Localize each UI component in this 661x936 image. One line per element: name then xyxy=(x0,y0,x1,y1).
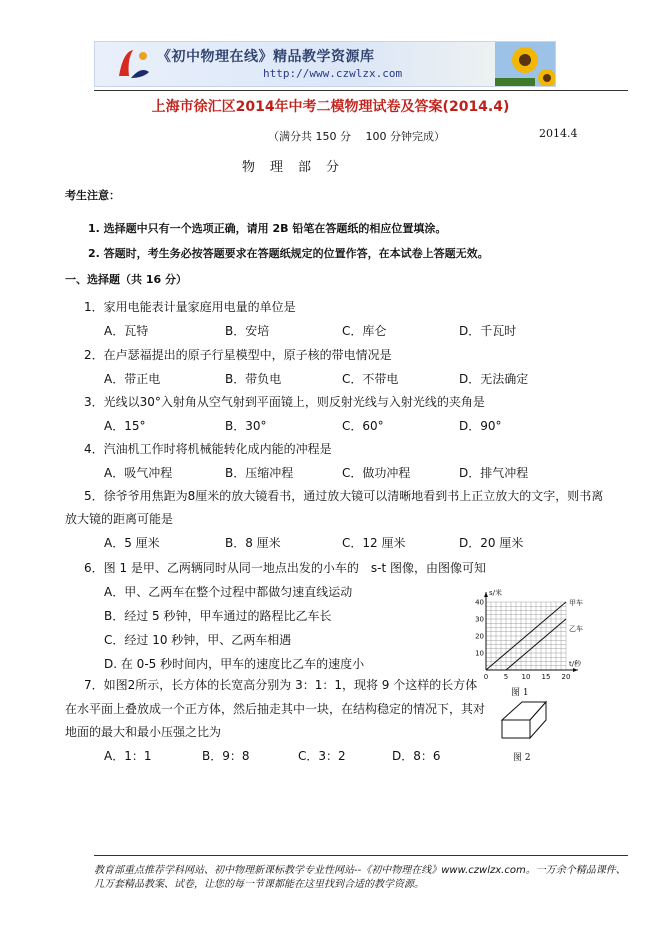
notice-heading: 考生注意： xyxy=(65,189,120,202)
banner-title: 《初中物理在线》精品教学资源库 xyxy=(157,49,375,65)
header-rule xyxy=(94,90,628,91)
x-tick-label: 20 xyxy=(561,673,571,681)
question-6-option-c: C．经过 10 秒钟，甲、乙两车相遇 xyxy=(104,633,292,647)
question-7-line3: 地面的最大和最小压强之比为 xyxy=(65,725,222,739)
question-4-option-d: D．排气冲程 xyxy=(459,466,529,480)
question-5-option-b: B．8 厘米 xyxy=(225,536,281,550)
figure-1-caption: 图 1 xyxy=(511,688,529,698)
question-3-option-a: A．15° xyxy=(104,419,146,433)
footer-text xyxy=(94,864,634,892)
question-3-stem: 3．光线以30°入射角从空气射到平面镜上，则反射光线与入射光线的夹角是 xyxy=(84,395,485,409)
series-label-2: 乙车 xyxy=(569,625,583,633)
question-6-option-a: A．甲、乙两车在整个过程中都做匀速直线运动 xyxy=(104,585,353,599)
x-tick-label: 5 xyxy=(503,673,509,681)
question-2-option-b: B．带负电 xyxy=(225,372,282,386)
part1-heading: 一、选择题（共 16 分） xyxy=(65,273,187,286)
x-tick-label: 0 xyxy=(483,673,489,681)
y-tick-label: 20 xyxy=(475,632,484,641)
question-5-stem: 5．徐爷爷用焦距为8厘米的放大镜看书，通过放大镜可以清晰地看到书上正立放大的文字，则书离 xyxy=(84,489,604,503)
question-7-option-a: A．1：1 xyxy=(104,749,152,763)
question-3-option-d: D．90° xyxy=(459,419,502,433)
question-4-option-a: A．吸气冲程 xyxy=(104,466,173,480)
y-axis-arrow xyxy=(484,592,488,597)
question-4-stem: 4．汽油机工作时将机械能转化成内能的冲程是 xyxy=(84,442,332,456)
question-5-option-c: C．12 厘米 xyxy=(342,536,406,550)
question-3-option-b: B．30° xyxy=(225,419,267,433)
question-3-option-c: C．60° xyxy=(342,419,384,433)
question-2-option-d: D．无法确定 xyxy=(459,372,529,386)
question-1-option-c: C．库仑 xyxy=(342,324,387,338)
footer-rule xyxy=(94,855,628,856)
figure-2-cuboid xyxy=(496,696,552,744)
x-tick-label: 15 xyxy=(541,673,551,681)
y-tick-label: 40 xyxy=(475,598,484,607)
question-2-option-c: C．不带电 xyxy=(342,372,399,386)
x-axis-label: t/秒 xyxy=(569,660,582,668)
footer-line-2: 几万套精品教案、试卷，让您的每一节课都能在这里找到合适的教学资源。 xyxy=(94,879,424,890)
question-7-line1: 7．如图2所示，长方体的长宽高分别为 3：1：1，现将 9 个这样的长方体 xyxy=(84,678,478,692)
exam-date: 2014.4 xyxy=(539,127,578,140)
question-7-line2: 在水平面上叠放成一个正方体，然后抽走其中一块，在结构稳定的情况下，其对 xyxy=(65,702,486,716)
question-6-stem: 6．图 1 是甲、乙两辆同时从同一地点出发的小车的 s-t 图像，由图像可知 xyxy=(84,561,487,575)
question-4-option-b: B．压缩冲程 xyxy=(225,466,294,480)
notice-item-1: 1. 选择题中只有一个选项正确，请用 2B 铅笔在答题纸的相应位置填涂。 xyxy=(88,222,447,235)
question-2-stem: 2．在卢瑟福提出的原子行星模型中，原子核的带电情况是 xyxy=(84,348,392,362)
section-title: 物 理 部 分 xyxy=(242,160,341,175)
question-5-option-d: D．20 厘米 xyxy=(459,536,524,550)
footer-line-1: 教育部重点推荐学科网站、初中物理新课标教学专业性网站--《初中物理在线》www.czwlzx.com。一万余个精品课件、 xyxy=(94,865,626,876)
y-tick-label: 10 xyxy=(475,649,484,658)
banner-url[interactable]: http://www.czwlzx.com xyxy=(263,67,403,80)
question-6-option-b: B．经过 5 秒钟，甲车通过的路程比乙车长 xyxy=(104,609,332,623)
question-5-option-a: A．5 厘米 xyxy=(104,536,160,550)
question-7-option-d: D．8：6 xyxy=(392,749,441,763)
question-1-stem: 1．家用电能表计量家庭用电量的单位是 xyxy=(84,300,296,314)
question-7-option-c: C．3：2 xyxy=(298,749,346,763)
question-2-option-a: A．带正电 xyxy=(104,372,161,386)
site-logo xyxy=(113,46,153,82)
question-6-option-d: D. 在 0-5 秒时间内，甲车的速度比乙车的速度小 xyxy=(104,657,365,671)
page-title: 上海市徐汇区2014年中考二模物理试卷及答案(2014.4) xyxy=(151,99,510,115)
y-tick-label: 30 xyxy=(475,615,484,624)
figure-2-caption: 图 2 xyxy=(513,753,531,763)
exam-info: （满分共 150 分 100 分钟完成） xyxy=(268,130,445,143)
x-tick-label: 10 xyxy=(521,673,531,681)
question-1-option-d: D．千瓦时 xyxy=(459,324,517,338)
header-banner xyxy=(94,41,556,87)
series-label-1: 甲车 xyxy=(569,599,583,607)
notice-item-2: 2. 答题时，考生务必按答题要求在答题纸规定的位置作答，在本试卷上答题无效。 xyxy=(88,247,489,260)
question-7-option-b: B．9：8 xyxy=(202,749,250,763)
figure-1-chart xyxy=(472,588,590,684)
question-1-option-b: B．安培 xyxy=(225,324,270,338)
question-5-stem-cont: 放大镜的距离可能是 xyxy=(65,512,174,526)
y-axis-label: s/米 xyxy=(489,589,503,597)
sunflower-image xyxy=(495,42,555,86)
question-1-option-a: A．瓦特 xyxy=(104,324,149,338)
x-axis-arrow xyxy=(573,668,578,672)
question-4-option-c: C．做功冲程 xyxy=(342,466,411,480)
